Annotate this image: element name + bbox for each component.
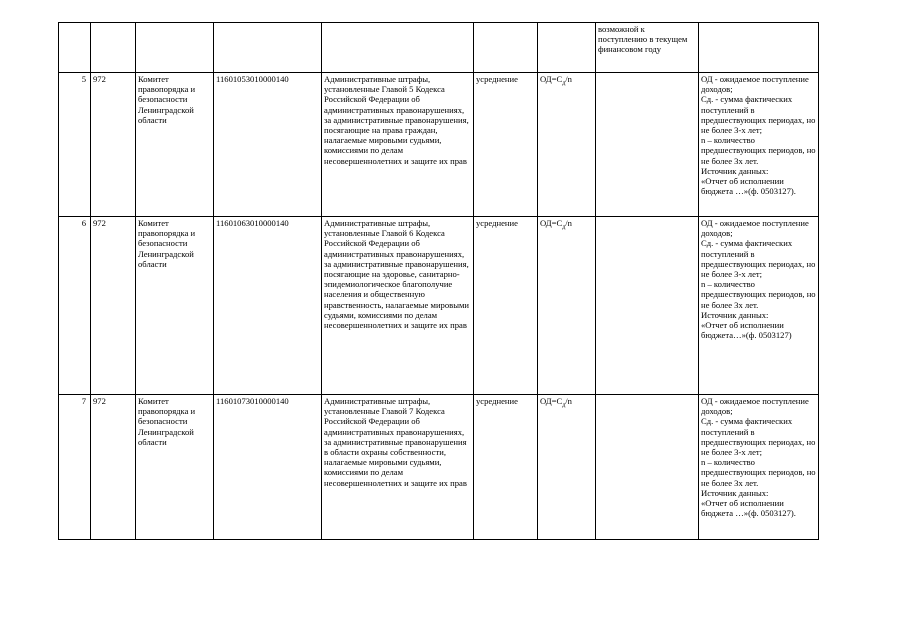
cell-formula: $ОД=С_д/n$ xyxy=(538,73,596,217)
table-row-continuation xyxy=(59,23,819,73)
cell-empty xyxy=(538,23,596,73)
cell-description: Административные штрафы, установленные Главой 7 Кодекса Российской Федерации об административных правонарушениях, за административные правонарушения в области охраны собственности, налагаемые мировыми судьями, комиссиями по делам несовершеннолетних и защите их прав xyxy=(322,395,474,540)
cell-formula: $ОД=С_д/n$ xyxy=(538,217,596,395)
cell-admin-code: 972 xyxy=(91,73,136,217)
cell-admin-name: Комитет правопорядка и безопасности Ленинградской области xyxy=(136,395,214,540)
cell-row-number: 6 xyxy=(59,217,91,395)
cell-legend: ОД - ожидаемое поступление доходов; Сд. - сумма фактических поступлений в предшествующих периодах, но не более 3-х лет; n – количество предшествующих периодов, но не более 3х лет. Источник данных: «Отчет об исполнении бюджета …»(ф. 0503127). xyxy=(699,73,819,217)
cell-empty xyxy=(59,23,91,73)
cell-admin-code: 972 xyxy=(91,395,136,540)
cell-empty xyxy=(699,23,819,73)
cell-admin-code: 972 xyxy=(91,217,136,395)
cell-extra xyxy=(596,217,699,395)
cell-admin-name: Комитет правопорядка и безопасности Ленинградской области xyxy=(136,217,214,395)
table-row xyxy=(59,217,819,395)
revenue-methodology-table xyxy=(58,22,819,540)
cell-empty xyxy=(474,23,538,73)
cell-empty xyxy=(91,23,136,73)
table-row xyxy=(59,73,819,217)
cell-description: Административные штрафы, установленные Главой 6 Кодекса Российской Федерации об административных правонарушениях, за административные правонарушения, посягающие на здоровье, санитарно-эпидемиологическое благополучие населения и общественную нравственность, налагаемые мировыми судьями, комиссиями по делам несовершеннолетних и защите их прав xyxy=(322,217,474,395)
cell-formula: $ОД=С_д/n$ xyxy=(538,395,596,540)
cell-kbk-code: 11601073010000140 xyxy=(214,395,322,540)
table-row xyxy=(59,395,819,540)
cell-extra xyxy=(596,395,699,540)
cell-method: усреднение xyxy=(474,73,538,217)
cell-method: усреднение xyxy=(474,395,538,540)
cell-extra xyxy=(596,73,699,217)
cell-row-number: 5 xyxy=(59,73,91,217)
cell-description: Административные штрафы, установленные Главой 5 Кодекса Российской Федерации об административных правонарушениях, за административные правонарушения, посягающие на права граждан, налагаемые мировыми судьями, комиссиями по делам несовершеннолетних и защите их прав xyxy=(322,73,474,217)
cell-empty xyxy=(322,23,474,73)
cell-admin-name: Комитет правопорядка и безопасности Ленинградской области xyxy=(136,73,214,217)
cell-method: усреднение xyxy=(474,217,538,395)
cell-row-number: 7 xyxy=(59,395,91,540)
cell-continuation-text: возможной к поступлению в текущем финансовом году xyxy=(596,23,699,73)
cell-kbk-code: 11601063010000140 xyxy=(214,217,322,395)
cell-legend: ОД - ожидаемое поступление доходов; Сд. - сумма фактических поступлений в предшествующих периодах, но не более 3-х лет; n – количество предшествующих периодов, но не более 3х лет. Источник данных: «Отчет об исполнении бюджета …»(ф. 0503127). xyxy=(699,395,819,540)
cell-kbk-code: 11601053010000140 xyxy=(214,73,322,217)
cell-empty xyxy=(136,23,214,73)
cell-empty xyxy=(214,23,322,73)
cell-legend: ОД - ожидаемое поступление доходов; Сд. - сумма фактических поступлений в предшествующих периодах, но не более 3-х лет; n – количество предшествующих периодов, но не более 3х лет. Источник данных: «Отчет об исполнении бюджета…»(ф. 0503127) xyxy=(699,217,819,395)
